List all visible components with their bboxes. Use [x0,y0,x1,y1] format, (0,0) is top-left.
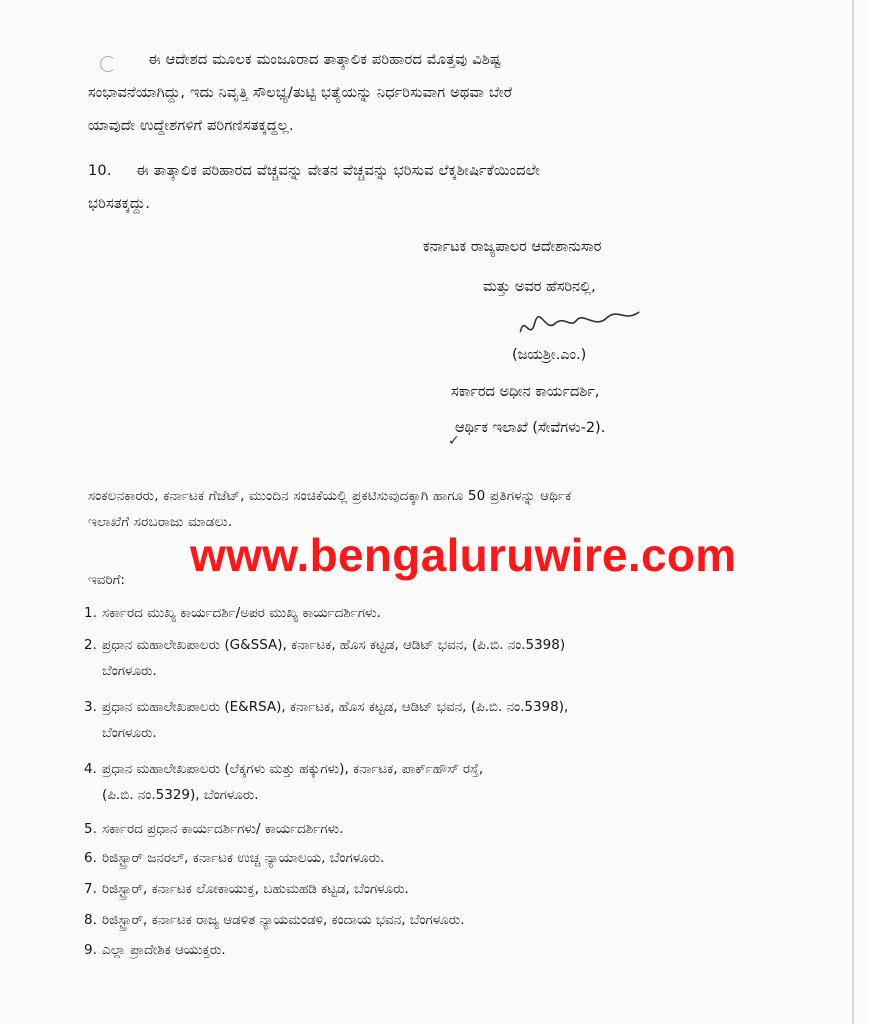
paragraph-line: ಈ ಆದೇಶದ ಮೂಲಕ ಮಂಜೂರಾದ ತಾತ್ಕಾಲಿಕ ಪರಿಹಾರದ ಮೊತ್ತವು ವಿಶಿಷ್ಟ [148,52,501,68]
signatory-designation: ಸರ್ಕಾರದ ಅಧೀನ ಕಾರ್ಯದರ್ಶಿ, [451,384,600,400]
recipients-title: ಇವರಿಗೆ: [88,572,125,588]
paragraph-line: ಈ ತಾತ್ಕಾಲಿಕ ಪರಿಹಾರದ ವೆಚ್ಚವನ್ನು ವೇತನ ವೆಚ್ಚವನ್ನು ಭರಿಸುವ ಲೆಕ್ಕಶೀರ್ಷಿಕೆಯಿಂದಲೇ [136,163,541,179]
signatory-name: (ಜಯಶ್ರೀ.ಎಂ.) [512,347,587,363]
list-item: 2. ಪ್ರಧಾನ ಮಹಾಲೇಖಪಾಲರು (G&SSA), ಕರ್ನಾಟಕ, ಹೊಸ ಕಟ್ಟಡ, ಆಡಿಟ್ ಭವನ, (ಪಿ.ಬಿ. ನಂ.5398) ಬೆಂಗಳೂರು. [84,637,566,679]
list-item: 4. ಪ್ರಧಾನ ಮಹಾಲೇಖಪಾಲರು (ಲೆಕ್ಕಗಳು ಮತ್ತು ಹಕ್ಕುಗಳು), ಕರ್ನಾಟಕ, ಪಾರ್ಕ್‌ಹೌಸ್ ರಸ್ತೆ, (ಪಿ.ಬಿ. ನಂ.5329), ಬೆಂಗಳೂರು. [84,761,484,803]
paragraph-10 [88,155,788,221]
list-item: 1. ಸರ್ಕಾರದ ಮುಖ್ಯ ಕಾರ್ಯದರ್ಶಿ/ಅಪರ ಮುಖ್ಯ ಕಾರ್ಯದರ್ಶಿಗಳು. [84,605,381,621]
paragraph-line: ಭರಿಸತಕ್ಕದ್ದು. [88,196,151,212]
note-line: ಸಂಕಲನಕಾರರು, ಕರ್ನಾಟಕ ಗೆಜೆಟ್, ಮುಂದಿನ ಸಂಚಿಕೆಯಲ್ಲಿ ಪ್ರಕಟಿಸುವುದಕ್ಕಾಗಿ ಹಾಗೂ 50 ಪ್ರತಿಗಳನ್ನು ಆರ್ಥಿಕ [88,488,572,504]
paragraph-number: 10. [88,163,112,179]
paragraph-line: ಯಾವುದೇ ಉದ್ದೇಶಗಳಿಗೆ ಪರಿಗಣಿಸತಕ್ಕದ್ದಲ್ಲ. [88,118,294,134]
list-item: 9. ಎಲ್ಲಾ ಪ್ರಾದೇಶಿಕ ಆಯುಕ್ತರು. [84,942,226,958]
authority-line-1: ಕರ್ನಾಟಕ ರಾಜ್ಯಪಾಲರ ಆದೇಶಾನುಸಾರ [423,239,602,255]
signature [514,304,646,348]
list-item: 3. ಪ್ರಧಾನ ಮಹಾಲೇಖಪಾಲರು (E&RSA), ಕರ್ನಾಟಕ, ಹೊಸ ಕಟ್ಟಡ, ಆಡಿಟ್ ಭವನ, (ಪಿ.ಬಿ. ನಂ.5398), ಬೆಂಗಳೂರು. [84,699,569,741]
watermark-url: www.bengaluruwire.com [190,529,737,581]
list-item: 7. ರಿಜಿಸ್ಟ್ರಾರ್, ಕರ್ನಾಟಕ ಲೋಕಾಯುಕ್ತ, ಬಹುಮಹಡಿ ಕಟ್ಟಡ, ಬೆಂಗಳೂರು. [84,881,409,897]
signature-scribble-icon [514,304,646,343]
tick-mark-icon: ✓ [448,433,460,449]
signatory-department: ಆರ್ಥಿಕ ಇಲಾಖೆ (ಸೇವೆಗಳು-2). [455,420,606,436]
note-line: ಇಲಾಖೆಗೆ ಸರಬರಾಜು ಮಾಡಲು. [88,514,233,530]
authority-line-2: ಮತ್ತು ಅವರ ಹೆಸರಿನಲ್ಲಿ, [483,279,596,295]
paragraph-line: ಸಂಭಾವನೆಯಾಗಿದ್ದು, ಇದು ನಿವೃತ್ತಿ ಸೌಲಭ್ಯ/ತುಟ್ಟಿ ಭತ್ಯೆಯನ್ನು ನಿರ್ಧರಿಸುವಾಗ ಅಥವಾ ಬೇರೆ [88,85,513,101]
list-item: 8. ರಿಜಿಸ್ಟ್ರಾರ್, ಕರ್ನಾಟಕ ರಾಜ್ಯ ಆಡಳಿತ ನ್ಯಾಯಮಂಡಳಿ, ಕಂದಾಯ ಭವನ, ಬೆಂಗಳೂರು. [84,912,465,928]
page-edge-shadow [852,0,854,1024]
paragraph-9 [88,44,788,143]
list-item: 5. ಸರ್ಕಾರದ ಪ್ರಧಾನ ಕಾರ್ಯದರ್ಶಿಗಳು/ ಕಾರ್ಯದರ್ಶಿಗಳು. [84,821,344,837]
list-item: 6. ರಿಜಿಸ್ಟ್ರಾರ್ ಜನರಲ್, ಕರ್ನಾಟಕ ಉಚ್ಚ ನ್ಯಾಯಾಲಯ, ಬೆಂಗಳೂರು. [84,850,385,866]
